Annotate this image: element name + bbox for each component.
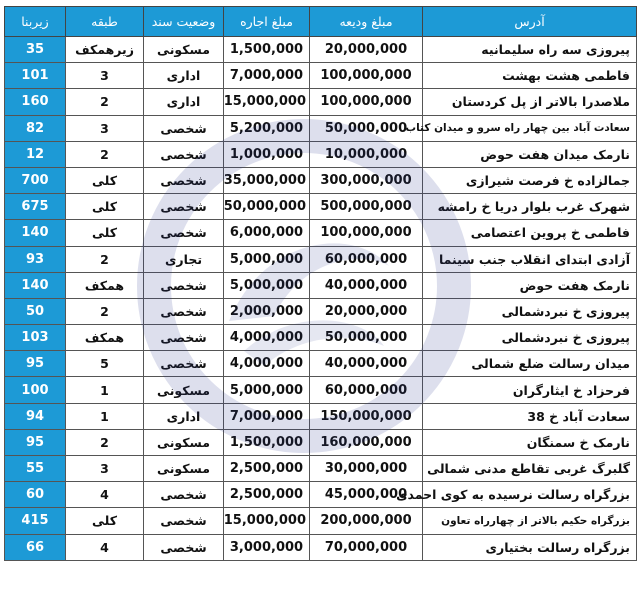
header-deed-status: وضعیت سند	[144, 7, 224, 37]
table-row	[5, 534, 637, 560]
cell-rent: 2,500,000	[224, 482, 310, 508]
cell-deposit: 50,000,000	[310, 325, 423, 351]
table-row	[5, 115, 637, 141]
cell-deed-status: مسکونی	[144, 377, 224, 403]
cell-rent: 1,500,000	[224, 429, 310, 455]
table-row	[5, 298, 637, 324]
table-row	[5, 194, 637, 220]
cell-area: 95	[5, 351, 66, 377]
cell-floor: زیرهمکف	[66, 37, 144, 63]
cell-deposit: 40,000,000	[310, 272, 423, 298]
cell-floor: کلی	[66, 508, 144, 534]
cell-area: 12	[5, 141, 66, 167]
cell-area: 66	[5, 534, 66, 560]
cell-floor: 4	[66, 482, 144, 508]
cell-area: 94	[5, 403, 66, 429]
cell-rent: 3,000,000	[224, 534, 310, 560]
table-row	[5, 89, 637, 115]
cell-area: 160	[5, 89, 66, 115]
cell-deposit: 100,000,000	[310, 220, 423, 246]
cell-deposit: 50,000,000	[310, 115, 423, 141]
cell-deed-status: مسکونی	[144, 456, 224, 482]
cell-area: 50	[5, 298, 66, 324]
cell-floor: کلی	[66, 194, 144, 220]
cell-rent: 4,000,000	[224, 325, 310, 351]
cell-deed-status: تجاری	[144, 246, 224, 272]
table-row	[5, 63, 637, 89]
cell-floor: 2	[66, 89, 144, 115]
cell-deposit: 10,000,000	[310, 141, 423, 167]
cell-deed-status: شخصی	[144, 115, 224, 141]
cell-deposit: 40,000,000	[310, 351, 423, 377]
cell-area: 415	[5, 508, 66, 534]
header-address: آدرس	[423, 7, 637, 37]
cell-address: آزادی ابتدای انقلاب جنب سینما	[423, 246, 637, 272]
cell-rent: 6,000,000	[224, 220, 310, 246]
table-row	[5, 37, 637, 63]
cell-address: نارمک میدان هفت حوض	[423, 141, 637, 167]
rental-listings-table	[4, 6, 637, 561]
table-row	[5, 377, 637, 403]
header-area: زیربنا	[5, 7, 66, 37]
cell-floor: همکف	[66, 325, 144, 351]
cell-rent: 5,000,000	[224, 272, 310, 298]
cell-address: پیروزی خ نبردشمالی	[423, 325, 637, 351]
cell-floor: 2	[66, 429, 144, 455]
cell-deed-status: شخصی	[144, 534, 224, 560]
cell-deed-status: مسکونی	[144, 37, 224, 63]
cell-rent: 2,500,000	[224, 456, 310, 482]
cell-address: جمالزاده خ فرصت شیرازی	[423, 167, 637, 193]
cell-deed-status: شخصی	[144, 508, 224, 534]
cell-deed-status: شخصی	[144, 167, 224, 193]
cell-deposit: 150,000,000	[310, 403, 423, 429]
cell-address: ملاصدرا بالاتر از پل کردستان	[423, 89, 637, 115]
cell-address: نارمک خ سمنگان	[423, 429, 637, 455]
cell-address: فاطمی هشت بهشت	[423, 63, 637, 89]
cell-address: سعادت آباد خ 38	[423, 403, 637, 429]
cell-rent: 7,000,000	[224, 63, 310, 89]
table-row	[5, 325, 637, 351]
table-row	[5, 272, 637, 298]
cell-area: 95	[5, 429, 66, 455]
cell-floor: 4	[66, 534, 144, 560]
table-row	[5, 429, 637, 455]
cell-floor: کلی	[66, 220, 144, 246]
cell-rent: 1,000,000	[224, 141, 310, 167]
table-row	[5, 246, 637, 272]
cell-deed-status: شخصی	[144, 298, 224, 324]
table-header-row	[5, 7, 637, 37]
cell-deed-status: شخصی	[144, 482, 224, 508]
table-row	[5, 167, 637, 193]
cell-address: بزرگراه رسالت بختیاری	[423, 534, 637, 560]
cell-deposit: 70,000,000	[310, 534, 423, 560]
cell-address: پیروزی خ نبردشمالی	[423, 298, 637, 324]
header-deposit: مبلغ ودیعه	[310, 7, 423, 37]
cell-floor: 2	[66, 141, 144, 167]
cell-floor: 1	[66, 403, 144, 429]
cell-rent: 7,000,000	[224, 403, 310, 429]
cell-rent: 5,000,000	[224, 377, 310, 403]
cell-floor: همکف	[66, 272, 144, 298]
cell-deposit: 20,000,000	[310, 37, 423, 63]
cell-area: 55	[5, 456, 66, 482]
table-row	[5, 456, 637, 482]
cell-area: 60	[5, 482, 66, 508]
cell-address: فرحزاد خ ایثارگران	[423, 377, 637, 403]
cell-area: 93	[5, 246, 66, 272]
cell-area: 100	[5, 377, 66, 403]
cell-deed-status: شخصی	[144, 351, 224, 377]
cell-area: 35	[5, 37, 66, 63]
cell-floor: 2	[66, 298, 144, 324]
cell-address: پیروزی سه راه سلیمانیه	[423, 37, 637, 63]
cell-address: بزرگراه حکیم بالاتر از چهارراه تعاون	[423, 508, 637, 534]
cell-rent: 5,000,000	[224, 246, 310, 272]
table-row	[5, 508, 637, 534]
cell-address: فاطمی خ پروین اعتصامی	[423, 220, 637, 246]
cell-rent: 50,000,000	[224, 194, 310, 220]
cell-deed-status: شخصی	[144, 325, 224, 351]
cell-deposit: 160,000,000	[310, 429, 423, 455]
cell-deposit: 45,000,000	[310, 482, 423, 508]
cell-deposit: 30,000,000	[310, 456, 423, 482]
cell-floor: 3	[66, 115, 144, 141]
cell-deed-status: شخصی	[144, 272, 224, 298]
cell-address: شهرک غرب بلوار دریا خ رامشه	[423, 194, 637, 220]
cell-deed-status: اداری	[144, 89, 224, 115]
cell-floor: کلی	[66, 167, 144, 193]
table-row	[5, 141, 637, 167]
cell-floor: 1	[66, 377, 144, 403]
cell-deed-status: شخصی	[144, 220, 224, 246]
cell-deposit: 200,000,000	[310, 508, 423, 534]
cell-address: میدان رسالت ضلع شمالی	[423, 351, 637, 377]
cell-floor: 3	[66, 456, 144, 482]
cell-deposit: 500,000,000	[310, 194, 423, 220]
cell-rent: 4,000,000	[224, 351, 310, 377]
table-row	[5, 220, 637, 246]
cell-area: 140	[5, 272, 66, 298]
header-floor: طبقه	[66, 7, 144, 37]
cell-address: گلبرگ غربی تقاطع مدنی شمالی	[423, 456, 637, 482]
table-row	[5, 351, 637, 377]
cell-deposit: 300,000,000	[310, 167, 423, 193]
cell-area: 700	[5, 167, 66, 193]
cell-deposit: 100,000,000	[310, 89, 423, 115]
cell-rent: 15,000,000	[224, 508, 310, 534]
cell-deposit: 60,000,000	[310, 377, 423, 403]
table-row	[5, 482, 637, 508]
cell-area: 675	[5, 194, 66, 220]
cell-floor: 2	[66, 246, 144, 272]
listing-table-wrapper	[4, 6, 638, 576]
cell-rent: 1,500,000	[224, 37, 310, 63]
cell-floor: 5	[66, 351, 144, 377]
cell-deed-status: شخصی	[144, 141, 224, 167]
cell-deposit: 60,000,000	[310, 246, 423, 272]
cell-address: نارمک هفت حوض	[423, 272, 637, 298]
cell-deposit: 20,000,000	[310, 298, 423, 324]
cell-area: 82	[5, 115, 66, 141]
cell-address: سعادت آباد بین چهار راه سرو و میدان کتاب	[423, 115, 637, 141]
cell-rent: 15,000,000	[224, 89, 310, 115]
cell-deposit: 100,000,000	[310, 63, 423, 89]
cell-rent: 5,200,000	[224, 115, 310, 141]
cell-deed-status: شخصی	[144, 194, 224, 220]
cell-deed-status: اداری	[144, 63, 224, 89]
cell-area: 140	[5, 220, 66, 246]
cell-area: 101	[5, 63, 66, 89]
header-rent: مبلغ اجاره	[224, 7, 310, 37]
cell-deed-status: اداری	[144, 403, 224, 429]
table-row	[5, 403, 637, 429]
cell-address: بزرگراه رسالت نرسیده به کوی احمدی	[423, 482, 637, 508]
cell-deed-status: مسکونی	[144, 429, 224, 455]
cell-rent: 2,000,000	[224, 298, 310, 324]
cell-rent: 35,000,000	[224, 167, 310, 193]
cell-floor: 3	[66, 63, 144, 89]
cell-area: 103	[5, 325, 66, 351]
